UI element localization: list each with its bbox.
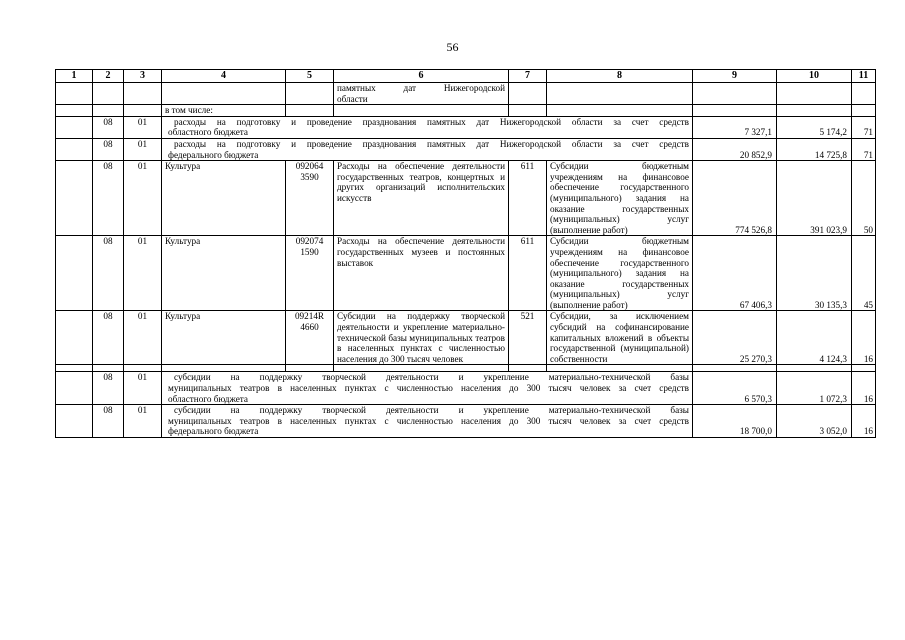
sub-description — [162, 372, 693, 405]
text-line: муниципальных театров в населенных пунктах с численностью населения до 300 тысяч человек за счет средств — [168, 383, 689, 394]
text-line: федерального бюджета — [168, 426, 259, 437]
text-line: памятных дат Нижегородской — [337, 83, 505, 93]
amount-executed: 14 725,8 — [777, 138, 852, 160]
sub-description — [162, 405, 693, 438]
table-cell — [852, 365, 876, 372]
table-cell — [124, 365, 162, 372]
incl-row — [56, 105, 876, 117]
continuation-text — [334, 83, 509, 105]
table-cell — [693, 105, 777, 117]
percent-executed: 16 — [852, 311, 876, 365]
table-cell — [852, 105, 876, 117]
amount-executed: 4 124,3 — [777, 311, 852, 365]
subsection-code: 01 — [124, 372, 162, 405]
table-cell — [162, 365, 286, 372]
table-cell — [286, 83, 334, 105]
expense-type-name: Субсидии бюджетным учреждениям на финансовое обеспечение государственного (муниципального) задания на оказание государственных (муниципальных) услуг (выполнение работ) — [547, 236, 693, 311]
amount-approved: 67 406,3 — [693, 236, 777, 311]
target-code — [286, 311, 334, 365]
table-cell — [547, 365, 693, 372]
text-line: субсидии на поддержку творческой деятельности и укрепление материально-технической базы — [174, 372, 689, 383]
table-cell — [162, 83, 286, 105]
expense-type-code: 521 — [509, 311, 547, 365]
section-name: Культура — [162, 311, 286, 365]
code-part: 09214R — [294, 311, 325, 322]
table-row — [56, 161, 876, 236]
column-header: 5 — [286, 70, 334, 83]
section-code: 08 — [93, 236, 124, 311]
percent-executed: 71 — [852, 138, 876, 160]
amount-executed: 391 023,9 — [777, 161, 852, 236]
code-part: 3590 — [300, 171, 319, 182]
table-row — [56, 236, 876, 311]
section-code: 08 — [93, 311, 124, 365]
sub-row — [56, 138, 876, 160]
subsection-code: 01 — [124, 116, 162, 138]
table-cell — [286, 105, 334, 117]
table-cell — [286, 365, 334, 372]
percent-executed: 50 — [852, 161, 876, 236]
table-cell — [509, 83, 547, 105]
code-part: 092064 — [295, 161, 324, 172]
amount-executed: 3 052,0 — [777, 405, 852, 438]
subsection-code: 01 — [124, 311, 162, 365]
subsection-code: 01 — [124, 405, 162, 438]
expense-description: Расходы на обеспечение деятельности государственных музеев и постоянных выставок — [334, 236, 509, 311]
table-cell — [56, 311, 93, 365]
budget-table — [55, 69, 876, 438]
sub-description — [162, 138, 693, 160]
section-code: 08 — [93, 405, 124, 438]
percent-executed: 71 — [852, 116, 876, 138]
sub-description — [162, 116, 693, 138]
table-cell — [334, 365, 509, 372]
text-line: муниципальных театров в населенных пунктах с численностью населения до 300 тысяч человек за счет средств — [168, 415, 689, 426]
sub-row — [56, 405, 876, 438]
table-cell — [124, 105, 162, 117]
section-code: 08 — [93, 138, 124, 160]
table-cell — [547, 105, 693, 117]
expense-type-code: 611 — [509, 236, 547, 311]
section-name: Культура — [162, 161, 286, 236]
column-header: 4 — [162, 70, 286, 83]
sub-row — [56, 116, 876, 138]
amount-approved: 18 700,0 — [693, 405, 777, 438]
column-header: 1 — [56, 70, 93, 83]
text-line: субсидии на поддержку творческой деятельности и укрепление материально-технической базы — [174, 405, 689, 416]
amount-executed: 5 174,2 — [777, 116, 852, 138]
amount-approved: 774 526,8 — [693, 161, 777, 236]
incl-label: в том числе: — [162, 105, 286, 117]
table-cell — [56, 83, 93, 105]
table-cell — [334, 105, 509, 117]
amount-executed: 30 135,3 — [777, 236, 852, 311]
expense-description: Расходы на обеспечение деятельности государственных театров, концертных и других организаций исполнительских искусств — [334, 161, 509, 236]
text-line: области — [337, 93, 368, 104]
continuation-row — [56, 83, 876, 105]
table-cell — [93, 365, 124, 372]
amount-executed: 1 072,3 — [777, 372, 852, 405]
table-row — [56, 311, 876, 365]
target-code — [286, 161, 334, 236]
section-code: 08 — [93, 372, 124, 405]
table-cell — [509, 105, 547, 117]
table-cell — [777, 105, 852, 117]
table-cell — [93, 83, 124, 105]
table-cell — [777, 83, 852, 105]
expense-type-name: Субсидии бюджетным учреждениям на финансовое обеспечение государственного (муниципального) задания на оказание государственных (муниципальных) услуг (выполнение работ) — [547, 161, 693, 236]
percent-executed: 16 — [852, 372, 876, 405]
table-cell — [56, 365, 93, 372]
text-line: расходы на подготовку и проведение празднования памятных дат Нижегородской области за счет средств — [174, 138, 689, 149]
code-part: 4660 — [300, 322, 319, 333]
text-line: федерального бюджета — [168, 149, 259, 160]
amount-approved: 20 852,9 — [693, 138, 777, 160]
percent-executed: 45 — [852, 236, 876, 311]
table-cell — [56, 405, 93, 438]
table-cell — [547, 83, 693, 105]
code-part: 092074 — [295, 236, 324, 247]
column-header: 9 — [693, 70, 777, 83]
table-cell — [56, 138, 93, 160]
column-header: 11 — [852, 70, 876, 83]
table-cell — [777, 365, 852, 372]
table-cell — [693, 83, 777, 105]
target-code — [286, 236, 334, 311]
table-cell — [56, 161, 93, 236]
sub-row — [56, 372, 876, 405]
amount-approved: 7 327,1 — [693, 116, 777, 138]
amount-approved: 6 570,3 — [693, 372, 777, 405]
table-cell — [124, 83, 162, 105]
expense-type-code: 611 — [509, 161, 547, 236]
section-code: 08 — [93, 116, 124, 138]
column-header: 6 — [334, 70, 509, 83]
table-cell — [56, 116, 93, 138]
section-code: 08 — [93, 161, 124, 236]
text-line: областного бюджета — [168, 127, 248, 138]
spacer-row — [56, 365, 876, 372]
header-row — [56, 70, 876, 83]
percent-executed: 16 — [852, 405, 876, 438]
text-line: расходы на подготовку и проведение празднования памятных дат Нижегородской области за счет средств — [174, 116, 689, 127]
expense-type-name: Субсидии, за исключением субсидий на софинансирование капитальных вложений в объекты государственной (муниципальной) собственности — [547, 311, 693, 365]
section-name: Культура — [162, 236, 286, 311]
table-cell — [852, 83, 876, 105]
amount-approved: 25 270,3 — [693, 311, 777, 365]
column-header: 10 — [777, 70, 852, 83]
table-cell — [56, 105, 93, 117]
table-cell — [56, 236, 93, 311]
expense-description: Субсидии на поддержку творческой деятельности и укрепление материально-технической базы муниципальных театров в населенных пунктах с численностью населения до 300 тысяч человек — [334, 311, 509, 365]
table-cell — [56, 372, 93, 405]
column-header: 3 — [124, 70, 162, 83]
subsection-code: 01 — [124, 138, 162, 160]
code-part: 1590 — [300, 246, 319, 257]
column-header: 8 — [547, 70, 693, 83]
table-cell — [509, 365, 547, 372]
column-header: 7 — [509, 70, 547, 83]
column-header: 2 — [93, 70, 124, 83]
text-line: областного бюджета — [168, 393, 248, 404]
page-number: 56 — [446, 40, 459, 54]
subsection-code: 01 — [124, 161, 162, 236]
subsection-code: 01 — [124, 236, 162, 311]
table-cell — [693, 365, 777, 372]
table-cell — [93, 105, 124, 117]
